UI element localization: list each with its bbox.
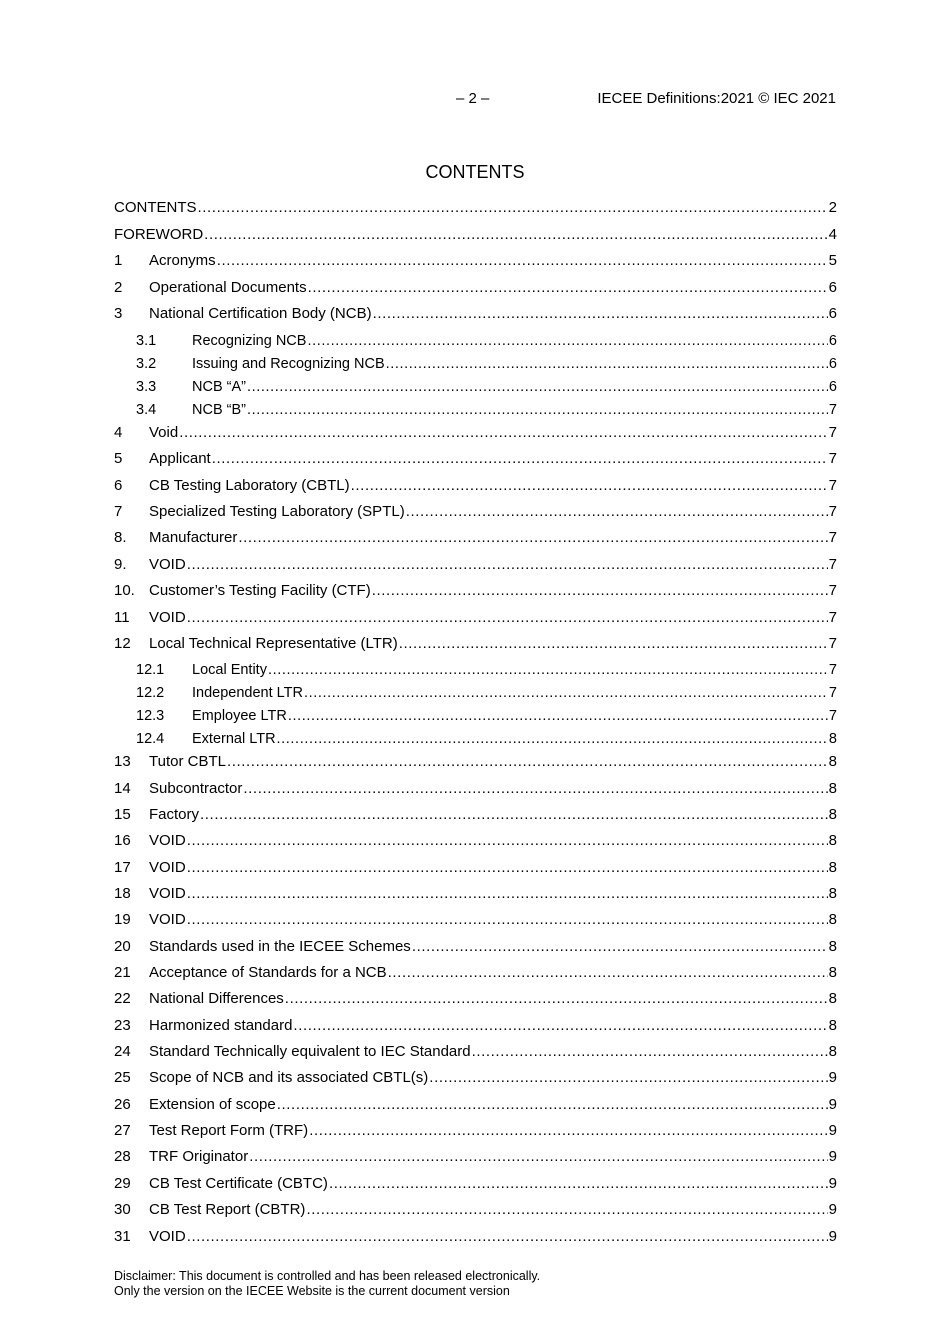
toc-dot-leader	[309, 1121, 827, 1141]
toc-entry-number: 7	[114, 503, 123, 520]
toc-entry-page: 8	[828, 885, 837, 902]
toc-dot-leader	[373, 304, 828, 324]
toc-entry-number: 20	[114, 938, 131, 955]
toc-entry-number: 17	[114, 859, 131, 876]
toc-entry-label: CB Test Report (CBTR)	[149, 1201, 306, 1218]
page-title: CONTENTS	[425, 162, 525, 182]
toc-dot-leader	[307, 331, 827, 351]
toc-entry-page: 8	[828, 964, 837, 981]
toc-dot-leader	[187, 555, 828, 575]
toc-entry-number: 5	[114, 450, 123, 467]
toc-dot-leader	[249, 1147, 827, 1167]
toc-entry[interactable]	[114, 910, 837, 930]
toc-dot-leader	[268, 660, 828, 680]
toc-entry-page: 4	[828, 226, 837, 243]
toc-entry-number: 22	[114, 990, 131, 1007]
toc-dot-leader	[187, 884, 828, 904]
toc-dot-leader	[429, 1068, 827, 1088]
toc-dot-leader	[351, 476, 828, 496]
toc-dot-leader	[200, 805, 828, 825]
toc-entry-label: Subcontractor	[149, 780, 243, 797]
toc-entry-page: 6	[828, 279, 837, 296]
toc-dot-leader	[306, 1200, 827, 1220]
toc-dot-leader	[399, 634, 828, 654]
toc-entry-page: 9	[828, 1175, 837, 1192]
toc-dot-leader	[212, 449, 828, 469]
toc-entry[interactable]	[114, 1042, 837, 1062]
toc-entry-label: VOID	[149, 859, 186, 876]
toc-entry-label: Acceptance of Standards for a NCB	[149, 964, 387, 981]
toc-entry-page: 7	[828, 556, 837, 573]
toc-entry-page: 8	[828, 731, 837, 747]
toc-entry-label: Operational Documents	[149, 279, 307, 296]
toc-entry-page: 9	[828, 1148, 837, 1165]
toc-entry[interactable]	[114, 400, 837, 420]
toc-entry-label: National Certification Body (NCB)	[149, 305, 372, 322]
toc-entry-label: VOID	[149, 832, 186, 849]
toc-entry[interactable]	[114, 1068, 837, 1088]
toc-entry-page: 7	[828, 529, 837, 546]
toc-dot-leader	[304, 683, 828, 703]
toc-entry-label: FOREWORD	[114, 226, 204, 243]
toc-dot-leader	[308, 278, 828, 298]
toc-entry-page: 7	[828, 450, 837, 467]
toc-entry[interactable]	[114, 634, 837, 654]
toc-entry-number: 28	[114, 1148, 131, 1165]
toc-entry-page: 7	[828, 582, 837, 599]
toc-entry-page: 2	[828, 199, 837, 216]
toc-entry-number: 4	[114, 424, 123, 441]
toc-entry-label: Applicant	[149, 450, 211, 467]
toc-entry-number: 16	[114, 832, 131, 849]
toc-dot-leader	[388, 963, 828, 983]
toc-entry-number: 3	[114, 305, 123, 322]
toc-entry-number: 29	[114, 1175, 131, 1192]
toc-entry[interactable]	[114, 278, 837, 298]
toc-entry-page: 8	[828, 990, 837, 1007]
toc-dot-leader	[412, 937, 828, 957]
toc-entry[interactable]	[114, 1016, 837, 1036]
toc-entry[interactable]	[114, 251, 837, 271]
toc-entry-number: 27	[114, 1122, 131, 1139]
disclaimer-line-1: Disclaimer: This document is controlled and has been released electronically.	[114, 1269, 541, 1283]
toc-entry[interactable]	[114, 1121, 837, 1141]
toc-dot-leader	[277, 729, 828, 749]
toc-entry-page: 7	[828, 477, 837, 494]
toc-dot-leader	[187, 608, 828, 628]
toc-entry-page: 6	[828, 379, 837, 395]
toc-entry-page: 9	[828, 1201, 837, 1218]
toc-entry-page: 8	[828, 859, 837, 876]
toc-entry-label: Local Entity	[192, 662, 267, 678]
toc-entry-number: 15	[114, 806, 131, 823]
toc-dot-leader	[187, 1227, 828, 1247]
toc-entry[interactable]	[114, 683, 837, 703]
toc-entry-label: Customer’s Testing Facility (CTF)	[149, 582, 371, 599]
toc-entry[interactable]	[114, 884, 837, 904]
toc-entry[interactable]	[114, 805, 837, 825]
toc-dot-leader	[386, 354, 828, 374]
toc-entry-page: 6	[828, 305, 837, 322]
toc-entry-page: 8	[828, 938, 837, 955]
toc-entry-label: Factory	[149, 806, 200, 823]
toc-entry-number: 6	[114, 477, 123, 494]
toc-entry-number: 12.1	[136, 662, 165, 678]
toc-entry[interactable]	[114, 198, 837, 218]
toc-entry[interactable]	[114, 581, 837, 601]
toc-entry-label: NCB “B”	[192, 402, 246, 418]
toc-entry-page: 8	[828, 1017, 837, 1034]
toc-entry-page: 5	[828, 252, 837, 269]
document-id: IECEE Definitions:2021 © IEC 2021	[597, 90, 836, 107]
toc-entry[interactable]	[114, 331, 837, 351]
toc-entry-number: 31	[114, 1228, 131, 1245]
toc-entry-number: 24	[114, 1043, 131, 1060]
toc-dot-leader	[238, 528, 827, 548]
toc-dot-leader	[179, 423, 827, 443]
toc-dot-leader	[243, 779, 827, 799]
toc-entry-label: Specialized Testing Laboratory (SPTL)	[149, 503, 405, 520]
toc-entry[interactable]	[114, 377, 837, 397]
toc-entry-page: 8	[828, 832, 837, 849]
toc-dot-leader	[277, 1095, 828, 1115]
toc-entry-label: Test Report Form (TRF)	[149, 1122, 309, 1139]
toc-entry[interactable]	[114, 1227, 837, 1247]
toc-entry-page: 7	[828, 402, 837, 418]
toc-entry-label: VOID	[149, 885, 186, 902]
toc-dot-leader	[285, 989, 828, 1009]
toc-entry-number: 19	[114, 911, 131, 928]
toc-entry[interactable]	[114, 449, 837, 469]
toc-entry-page: 9	[828, 1122, 837, 1139]
toc-dot-leader	[288, 706, 828, 726]
toc-entry-label: Extension of scope	[149, 1096, 276, 1113]
toc-entry-label: VOID	[149, 1228, 186, 1245]
disclaimer-line-2: Only the version on the IECEE Website is the current document version	[114, 1284, 510, 1298]
toc-entry-label: Local Technical Representative (LTR)	[149, 635, 398, 652]
toc-entry-page: 9	[828, 1069, 837, 1086]
toc-entry[interactable]	[114, 706, 837, 726]
toc-dot-leader	[329, 1174, 828, 1194]
toc-entry-page: 8	[828, 1043, 837, 1060]
toc-dot-leader	[472, 1042, 828, 1062]
toc-entry[interactable]	[114, 1095, 837, 1115]
toc-entry-number: 21	[114, 964, 131, 981]
toc-entry-number: 3.1	[136, 333, 157, 349]
toc-entry[interactable]	[114, 354, 837, 374]
toc-entry[interactable]	[114, 963, 837, 983]
toc-entry-number: 1	[114, 252, 123, 269]
toc-dot-leader	[227, 752, 828, 772]
toc-entry-page: 7	[828, 609, 837, 626]
toc-entry-number: 18	[114, 885, 131, 902]
toc-entry[interactable]	[114, 729, 837, 749]
toc-entry-page: 7	[828, 708, 837, 724]
toc-entry-page: 8	[828, 911, 837, 928]
toc-entry-number: 3.2	[136, 356, 157, 372]
toc-entry-number: 11	[114, 609, 130, 626]
toc-entry-number: 12	[114, 635, 131, 652]
toc-entry-page: 7	[828, 635, 837, 652]
toc-entry-page: 6	[828, 333, 837, 349]
toc-entry-label: Harmonized standard	[149, 1017, 293, 1034]
toc-dot-leader	[204, 225, 827, 245]
disclaimer	[114, 1269, 540, 1299]
toc-entry-number: 14	[114, 780, 131, 797]
toc-entry-label: Standard Technically equivalent to IEC Standard	[149, 1043, 471, 1060]
toc-entry-label: Tutor CBTL	[149, 753, 226, 770]
toc-entry-label: VOID	[149, 911, 186, 928]
toc-entry-label: NCB “A”	[192, 379, 246, 395]
toc-entry-label: VOID	[149, 609, 186, 626]
toc-entry-number: 10.	[114, 582, 135, 599]
toc-entry[interactable]	[114, 989, 837, 1009]
toc-dot-leader	[187, 910, 828, 930]
toc-entry-page: 8	[828, 753, 837, 770]
toc-entry-number: 23	[114, 1017, 131, 1034]
toc-entry-page: 7	[828, 424, 837, 441]
toc-entry[interactable]	[114, 858, 837, 878]
toc-dot-leader	[406, 502, 828, 522]
toc-entry-number: 8.	[114, 529, 127, 546]
toc-entry[interactable]	[114, 502, 837, 522]
toc-entry-label: Employee LTR	[192, 708, 287, 724]
toc-entry[interactable]	[114, 225, 837, 245]
toc-entry-number: 12.4	[136, 731, 165, 747]
toc-entry-number: 26	[114, 1096, 131, 1113]
toc-entry-label: Void	[149, 424, 179, 441]
toc-dot-leader	[217, 251, 828, 271]
toc-entry-label: Manufacturer	[149, 529, 238, 546]
page-number: – 2 –	[456, 90, 490, 107]
toc-entry-label: VOID	[149, 556, 186, 573]
toc-dot-leader	[372, 581, 828, 601]
toc-entry-label: Standards used in the IECEE Schemes	[149, 938, 411, 955]
toc-entry-label: Recognizing NCB	[192, 333, 307, 349]
toc-entry-label: Acronyms	[149, 252, 216, 269]
toc-entry[interactable]	[114, 423, 837, 443]
toc-entry-page: 7	[828, 662, 837, 678]
toc-entry-number: 3.4	[136, 402, 157, 418]
toc-entry[interactable]	[114, 1174, 837, 1194]
toc-entry-page: 8	[828, 806, 837, 823]
toc-entry-label: CB Testing Laboratory (CBTL)	[149, 477, 350, 494]
toc-entry-label: National Differences	[149, 990, 284, 1007]
toc-entry[interactable]	[114, 476, 837, 496]
toc-entry[interactable]	[114, 831, 837, 851]
toc-entry[interactable]	[114, 1200, 837, 1220]
toc-dot-leader	[187, 858, 828, 878]
toc-entry-label: Scope of NCB and its associated CBTL(s)	[149, 1069, 429, 1086]
toc-entry-label: External LTR	[192, 731, 276, 747]
toc-entry-page: 6	[828, 356, 837, 372]
toc-entry-page: 9	[828, 1228, 837, 1245]
toc-dot-leader	[247, 400, 828, 420]
toc-entry-number: 12.2	[136, 685, 165, 701]
toc-dot-leader	[187, 831, 828, 851]
toc-entry-page: 7	[828, 685, 837, 701]
toc-entry[interactable]	[114, 528, 837, 548]
toc-entry-label: TRF Originator	[149, 1148, 249, 1165]
toc-entry-number: 25	[114, 1069, 131, 1086]
toc-entry-page: 8	[828, 780, 837, 797]
toc-entry[interactable]	[114, 779, 837, 799]
toc-entry-number: 13	[114, 753, 131, 770]
toc-entry-label: Issuing and Recognizing NCB	[192, 356, 385, 372]
toc-entry-number: 12.3	[136, 708, 165, 724]
toc-entry-label: Independent LTR	[192, 685, 303, 701]
toc-dot-leader	[198, 198, 828, 218]
toc-entry-number: 9.	[114, 556, 127, 573]
toc-entry[interactable]	[114, 304, 837, 324]
toc-entry[interactable]	[114, 608, 837, 628]
toc-dot-leader	[293, 1016, 827, 1036]
toc-entry-number: 3.3	[136, 379, 157, 395]
toc-entry[interactable]	[114, 660, 837, 680]
toc-entry-label: CONTENTS	[114, 199, 197, 216]
toc-dot-leader	[247, 377, 828, 397]
toc-entry-page: 7	[828, 503, 837, 520]
toc-entry-number: 2	[114, 279, 123, 296]
toc-entry[interactable]	[114, 555, 837, 575]
toc-entry[interactable]	[114, 752, 837, 772]
toc-entry[interactable]	[114, 1147, 837, 1167]
toc-entry-page: 9	[828, 1096, 837, 1113]
toc-entry-label: CB Test Certificate (CBTC)	[149, 1175, 328, 1192]
toc-entry-number: 30	[114, 1201, 131, 1218]
toc-entry[interactable]	[114, 937, 837, 957]
